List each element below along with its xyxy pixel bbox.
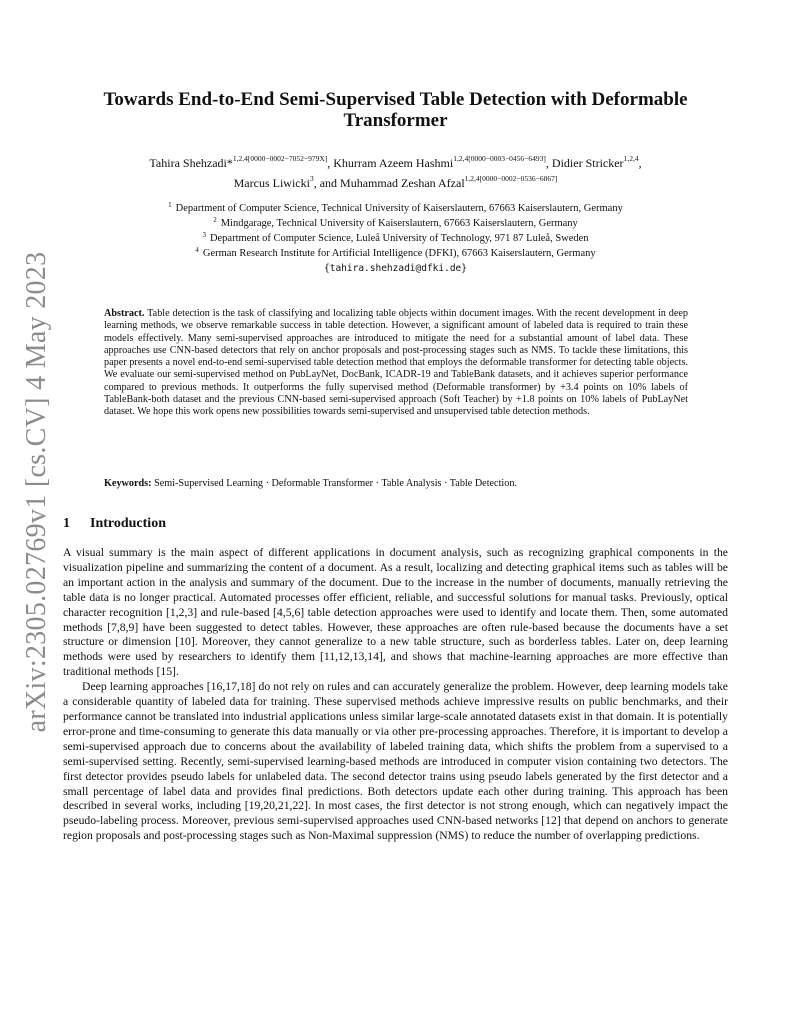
affiliation: $^1$ Department of Computer Science, Technical University of Kaiserslautern, 67663 Kaiserslautern, Germany <box>168 200 623 214</box>
keywords-label: Keywords: <box>104 478 152 489</box>
author: Didier Stricker$^{1,2,4}$, <box>551 154 642 170</box>
abstract-label: Abstract. <box>104 308 145 319</box>
author: Khurram Azeem Hashmi$^{1,2,4[0000-0003-0456-6493]}$, <box>333 154 552 170</box>
introduction-body <box>63 546 728 844</box>
paper-title: Towards End-to-End Semi-Supervised Table Detection with Deformable Transformer <box>103 89 688 131</box>
affiliation: $^2$ Mindgarage, Technical University of Kaiserslautern, 67663 Kaiserslautern, Germany <box>213 215 578 229</box>
affiliation: $^4$ German Research Institute for Artificial Intelligence (DFKI), 67663 Kaiserslautern, Germany <box>195 245 596 259</box>
paragraph: Deep learning approaches [16,17,18] do not rely on rules and can accurately generalize the problem. However, deep learning models take a considerable quantity of labeled data for training. These supervised methods achieve impressive results on public benchmarks, and their performance cannot be translated into industrial applications unless similar large-scale annotated datasets exist in that domain. It is potentially error-prone and time-consuming to generate this data manually or via other pre-processing approaches. Therefore, it is important to develop a semi-supervised approach due to concerns about the availability of labeled training data, which shifts the problem from a supervised to a semi-supervised setting. Recently, semi-supervised learning-based methods are introduced in computer vision containing two detectors. The first detector provides pseudo labels for unlabeled data. The second detector trains using pseudo labels generated by the first detector and a small percentage of label data and provides final predictions. Both detectors update each other during training. This approach has been described in several works, including [19,20,21,22]. In most cases, the first detector is not strong enough, which can negatively impact the pseudo-labeling process. Moreover, previous semi-supervised approaches used CNN-based networks [12] that depend on anchors to generate region proposals and post-processing stages such as Non-Maximal suppression (NMS) to reduce the number of overlapping predictions. <box>63 680 728 843</box>
affiliation: $^3$ Department of Computer Science, Luleå University of Technology, 971 87 Luleå, Sweden <box>202 230 589 244</box>
author: Marcus Liwicki$^3$, and <box>233 174 341 190</box>
author: Tahira Shehzadi*$^{1,2,4[0000-0002-7052-979X]}$, <box>149 154 334 170</box>
contact-email[interactable]: {tahira.shehzadi@dfki.de} <box>324 263 467 274</box>
affiliations <box>62 201 729 276</box>
abstract <box>104 308 688 419</box>
keywords <box>104 478 688 490</box>
abstract-text: Table detection is the task of classifying and localizing table objects within document images. With the recent development in deep learning methods, we observe remarkable success in table detection. However, a significant amount of labeled data is required to train these models effectively. Many semi-supervised approaches are introduced to mitigate the need for a substantial amount of label data. These approaches use CNN-based detectors that rely on anchor proposals and post-processing stages such as NMS. To tackle these limitations, this paper presents a novel end-to-end semi-supervised table detection method that employs the deformable transformer for detecting table objects. We evaluate our semi-supervised method on PubLayNet, DocBank, ICADR-19 and TableBank datasets, and it achieves superior performance compared to previous methods. It outperforms the fully supervised method (Deformable transformer) by +3.4 points on 10% labels of TableBank-both dataset and the previous CNN-based semi-supervised approach (Soft Teacher) by +1.8 points on 10% labels of PubLayNet dataset. We hope this work opens new possibilities towards semi-supervised and unsupervised table detection methods. <box>104 308 688 418</box>
author: Muhammad Zeshan Afzal$^{1,2,4[0000-0002-0536-6867]}$ <box>340 174 558 190</box>
author-list <box>62 153 729 193</box>
arxiv-identifier: arXiv:2305.02769v1 [cs.CV] 4 May 2023 <box>21 251 52 733</box>
section-title: Introduction <box>90 516 166 531</box>
section-heading-introduction <box>63 515 166 533</box>
paragraph: A visual summary is the main aspect of different applications in document analysis, such as recognizing graphical components in the visualization pipeline and summarizing the content of a document. As a result, localizing and detecting graphical items such as tables will be an important action in the analysis and summary of the document. Due to the increase in the number of documents, manually retrieving the table data is no longer practical. Automated processes offer efficient, reliable, and successful solutions for manual tasks. Previously, optical character recognition [1,2,3] and rule-based [4,5,6] table detection approaches were used to identify and locate them. Then, some automated methods [7,8,9] have been suggested to detect tables. However, these approaches are often rule-based because the documents have a set structure or dimension [10]. Moreover, they cannot generalize to a new table structure, such as borderless tables. Later on, deep learning methods were used by researchers to identify them [11,12,13,14], and shows that machine-learning approaches are more effective than traditional methods [15]. <box>63 546 728 679</box>
section-number: 1 <box>63 516 70 531</box>
keywords-text: Semi-Supervised Learning · Deformable Transformer · Table Analysis · Table Detection. <box>154 478 517 489</box>
